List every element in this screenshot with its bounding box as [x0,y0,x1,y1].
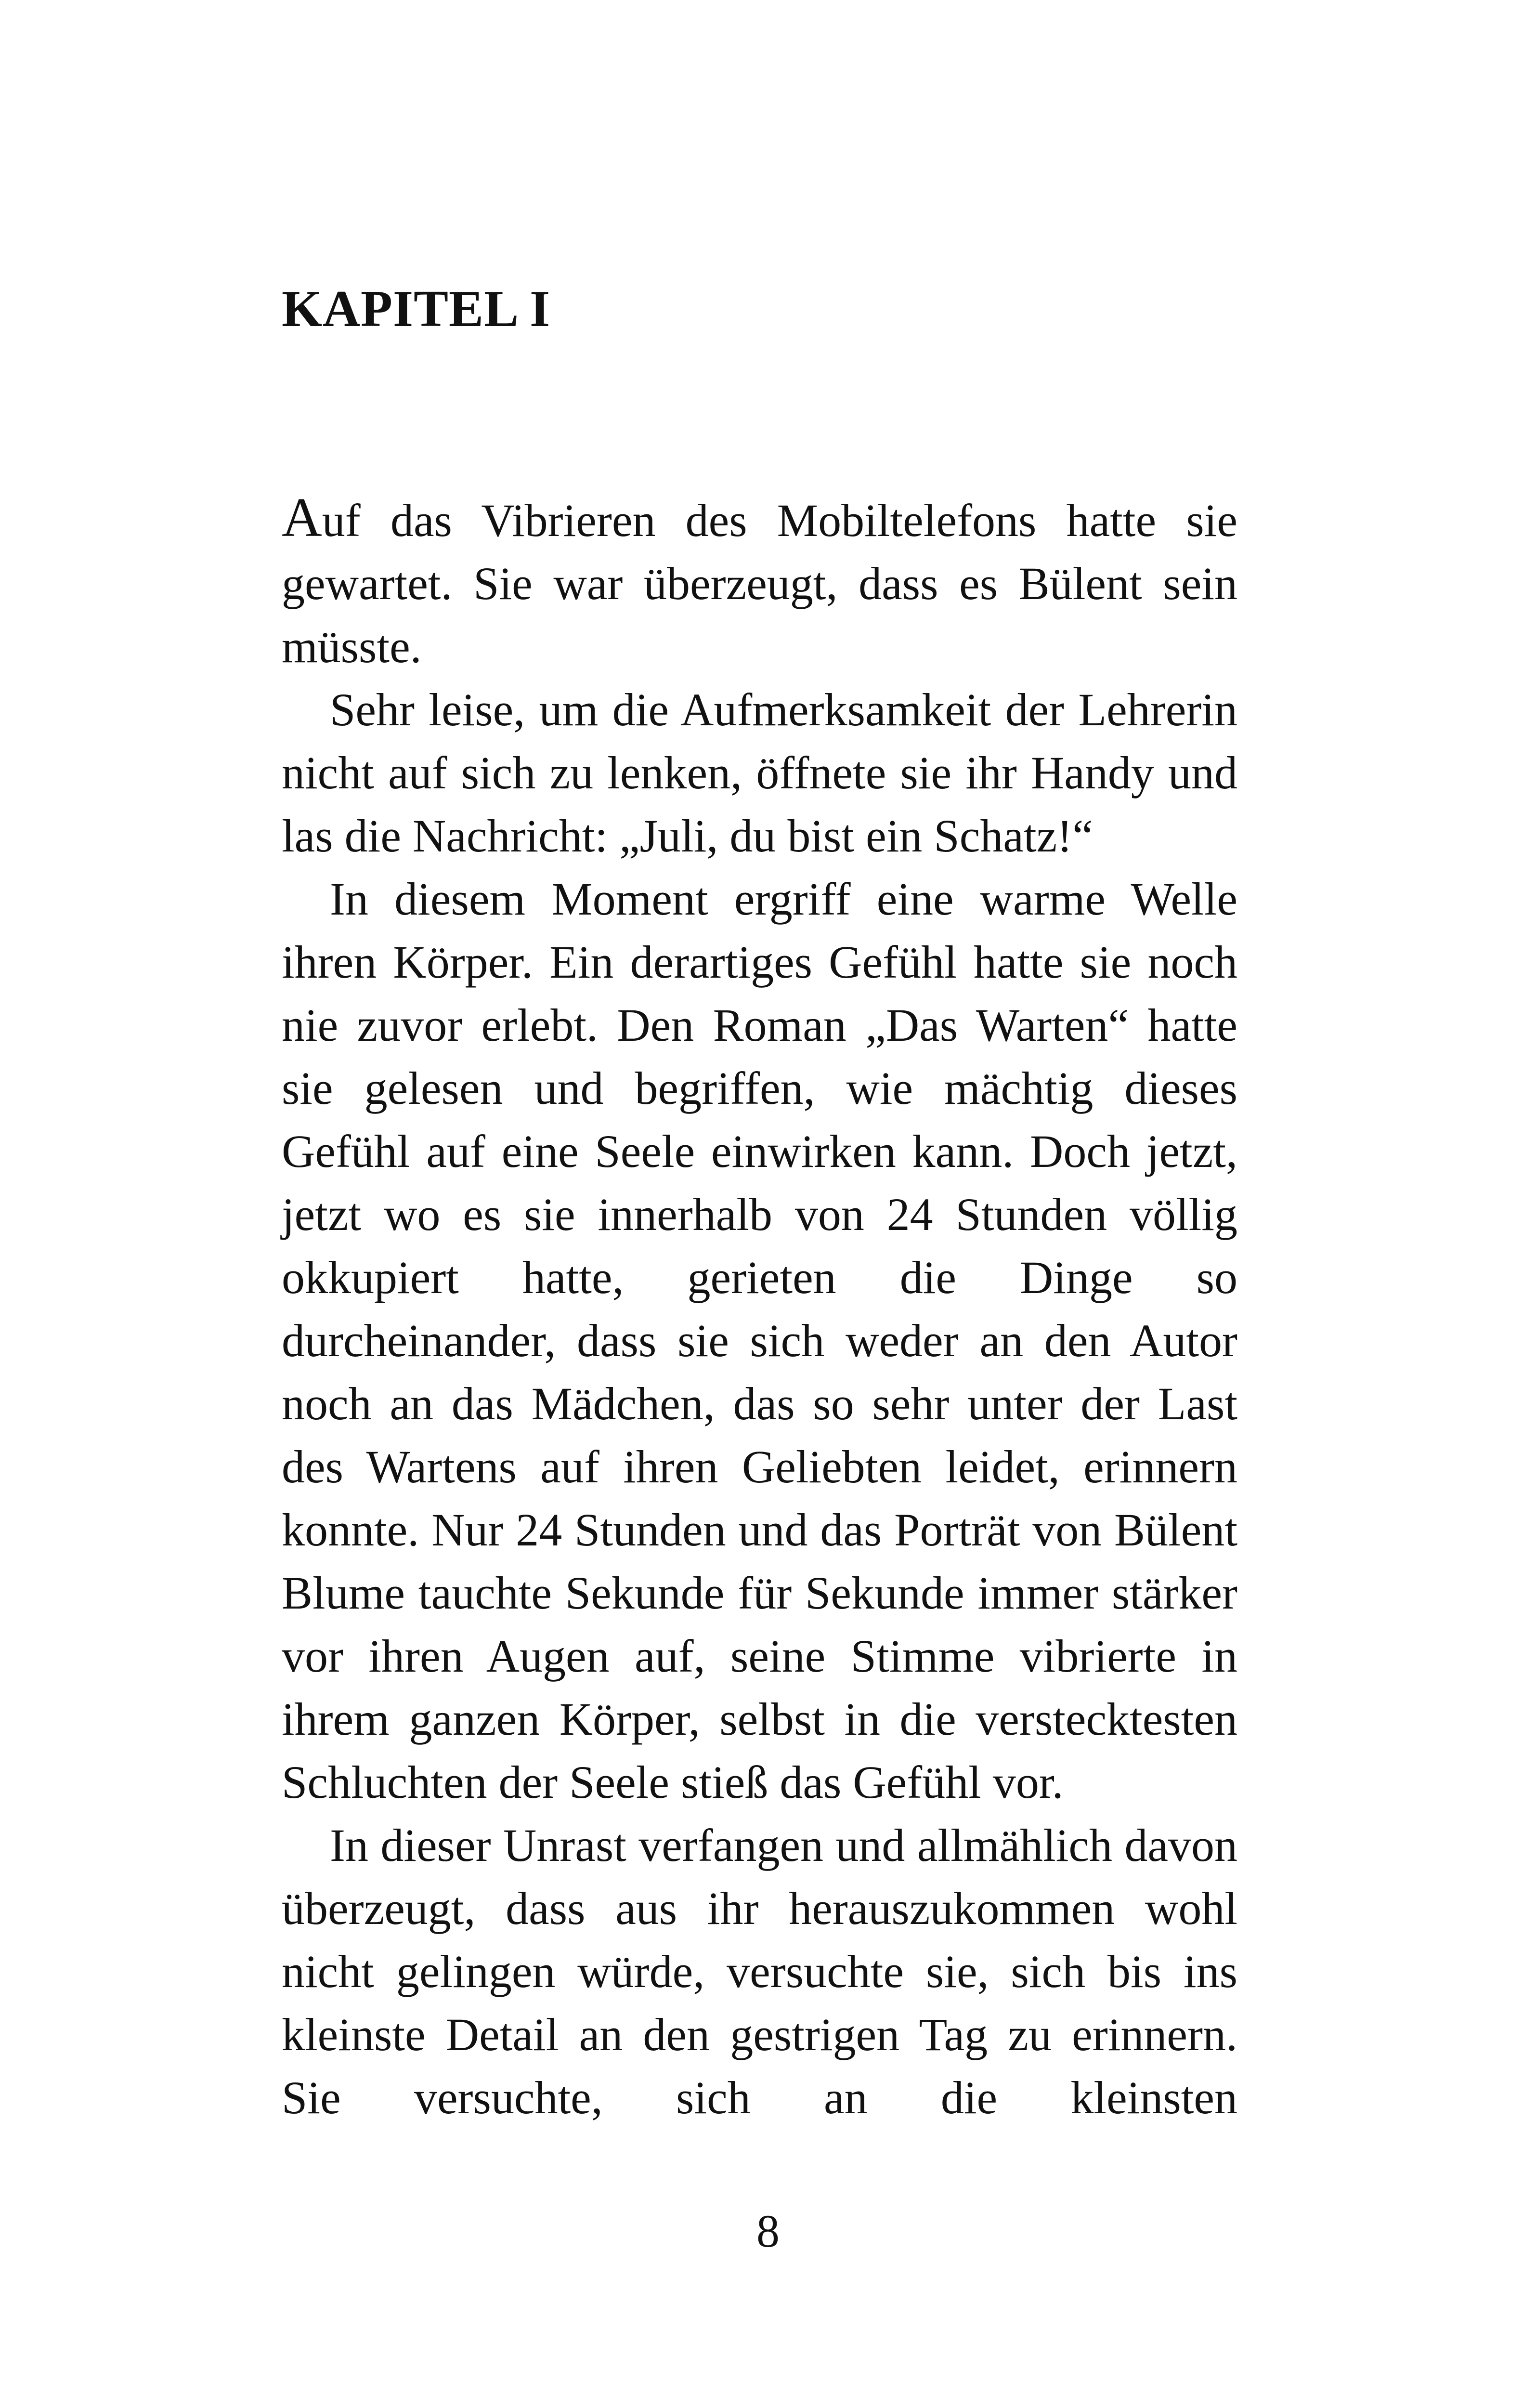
paragraph-1-text: uf das Vibrieren des Mobiltelefons hatte sie gewartet. Sie war überzeugt, dass es Bülent sein müsste. [282,495,1237,672]
page-number: 8 [756,2205,780,2257]
paragraph-1 [282,486,1237,678]
initial-letter: A [282,487,322,549]
body-text [282,486,1237,2129]
chapter-title: KAPITEL I [282,280,551,338]
paragraph-4: In dieser Unrast verfangen und allmählich davon überzeugt, dass aus ihr herauszukommen wohl nicht gelingen würde, versuchte sie, sich bis ins kleinste Detail an den gestrigen Tag zu erinnern. Sie versuchte, sich an die kleinsten [282,1819,1237,2123]
paragraph-2: Sehr leise, um die Aufmerksamkeit der Lehrerin nicht auf sich zu lenken, öffnete sie ihr Handy und las die Nachricht: „Juli, du bist ein Schatz!“ [282,684,1237,862]
paragraph-3: In diesem Moment ergriff eine warme Welle ihren Körper. Ein derartiges Gefühl hatte sie noch nie zuvor erlebt. Den Roman „Das Warten“ hatte sie gelesen und begriffen, wie mächtig dieses Gefühl auf eine Seele einwirken kann. Doch jetzt, jetzt wo es sie innerhalb von 24 Stunden völlig okkupiert hatte, gerieten die Dinge so durcheinander, dass sie sich weder an den Autor noch an das Mädchen, das so sehr unter der Last des Wartens auf ihren Geliebten leidet, erinnern konnte. Nur 24 Stunden und das Porträt von Bülent Blume tauchte Sekunde für Sekunde immer stärker vor ihren Augen auf, seine Stimme vibrierte in ihrem ganzen Körper, selbst in die verstecktesten Schluchten der Seele stieß das Gefühl vor. [282,873,1237,1808]
